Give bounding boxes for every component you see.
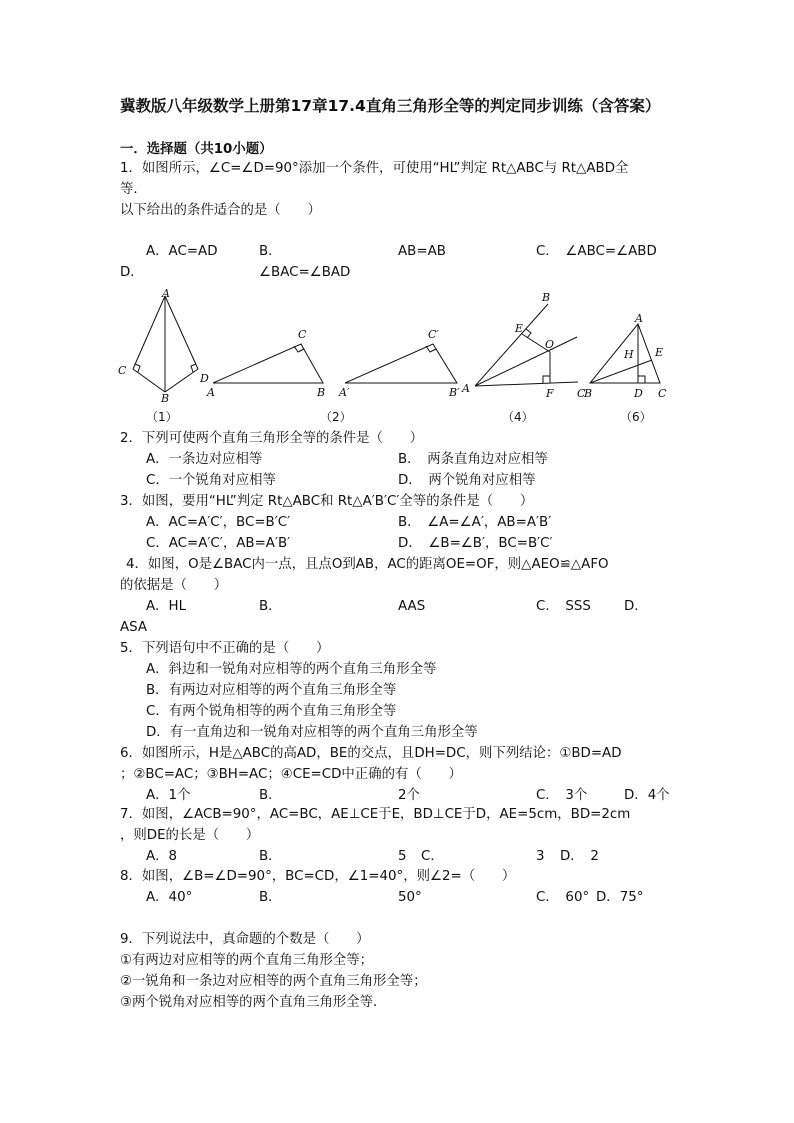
fig2-triangle	[213, 344, 323, 383]
fig4-label-e: E	[515, 322, 524, 335]
fig2-caption: （2）	[320, 410, 352, 424]
document-title: 冀教版八年级数学上册第17章17.4直角三角形全等的判定同步训练（含答案）	[120, 97, 661, 115]
fig4-ray-ab	[475, 304, 548, 386]
q3-option-a: A．AC=A′C′，BC=B′C′	[146, 515, 291, 530]
fig2-label-a: A	[207, 386, 215, 399]
fig4-ray-ac	[475, 382, 578, 386]
fig4-ray-ao	[475, 337, 577, 386]
fig4-right-angle-f	[543, 376, 550, 383]
fig2-label-b: B	[317, 386, 326, 399]
fig3-label-b: B′	[449, 386, 460, 399]
fig4-label-a: A	[462, 382, 470, 395]
fig4-label-f: F	[546, 387, 554, 400]
q5-option-b: B．有两边对应相等的两个直角三角形全等	[146, 683, 397, 698]
fig1-triangle-left	[133, 296, 165, 392]
q2-option-b: B． 两条直角边对应相等	[398, 452, 548, 467]
q7-option-a: A．8	[146, 849, 178, 864]
fig6-label-h: H	[624, 348, 634, 361]
q7-stem-line2: ，则DE的长是（ ）	[120, 828, 260, 843]
q4-option-d-label: D．	[624, 599, 648, 614]
q7-option-c-value: 3	[536, 849, 545, 864]
q1-option-d-label: D．	[120, 265, 144, 280]
fig6-label-d: D	[634, 387, 643, 400]
figures-strip	[110, 286, 690, 432]
q1-option-b-value: AB=AB	[398, 244, 446, 259]
q7-option-c-label: C．	[421, 849, 444, 864]
fig3-label-a: A′	[339, 386, 350, 399]
q6-option-b-value: 2个	[398, 788, 420, 803]
fig6-caption: （6）	[620, 410, 652, 424]
q3-option-c: C．AC=A′C′，AB=A′B′	[146, 536, 291, 551]
q3-option-d: D． ∠B=∠B′，BC=B′C′	[398, 536, 553, 551]
q3-stem: 3．如图，要用“HL”判定 Rt△ABC和 Rt△A′B′C′全等的条件是（ ）	[120, 494, 534, 509]
q1-option-c: C． ∠ABC=∠ABD	[536, 244, 657, 259]
q9-item-3: ③两个锐角对应相等的两个直角三角形全等．	[120, 995, 387, 1010]
q2-option-d: D． 两个锐角对应相等	[398, 473, 536, 488]
q5-option-d: D．有一直角边和一锐角对应相等的两个直角三角形全等	[146, 725, 478, 740]
q7-stem-line1: 7．如图，∠ACB=90°，AC=BC，AE⊥CE于E，BD⊥CE于D，AE=5cm，BD=2cm	[120, 807, 631, 822]
fig1-triangle-right	[165, 296, 198, 392]
fig4-label-b: B	[542, 291, 551, 304]
q9-item-2: ②一锐角和一条边对应相等的两个直角三角形全等；	[120, 974, 427, 989]
q1-option-b-label: B．	[259, 244, 282, 259]
fig4-caption: （4）	[502, 410, 534, 424]
q8-option-c: C． 60°	[536, 890, 590, 905]
q3-option-b: B． ∠A=∠A′，AB=A′B′	[398, 515, 552, 530]
fig6-right-angle-d	[638, 376, 645, 383]
fig6-label-e: E	[655, 346, 664, 359]
q6-option-c: C． 3个	[536, 788, 588, 803]
q5-option-c: C．有两个锐角相等的两个直角三角形全等	[146, 704, 397, 719]
q5-option-a: A．斜边和一锐角对应相等的两个直角三角形全等	[146, 662, 437, 677]
q7-option-b-label: B．	[259, 849, 282, 864]
q1-option-a: A．AC=AD	[146, 244, 218, 259]
q6-option-d: D．4个	[624, 788, 670, 803]
fig6-label-b: B	[584, 387, 593, 400]
q8-option-a: A．40°	[146, 890, 193, 905]
q6-option-b-label: B．	[259, 788, 282, 803]
q2-stem: 2．下列可使两个直角三角形全等的条件是（ ）	[120, 431, 424, 446]
q6-option-a: A．1个	[146, 788, 191, 803]
q8-option-b-label: B．	[259, 890, 282, 905]
q6-stem-line1: 6．如图所示，H是△ABC的高AD，BE的交点，且DH=DC，则下列结论：①BD=AD	[120, 746, 622, 761]
fig2-label-c: C	[298, 328, 307, 341]
fig1-label-c: C	[118, 364, 127, 377]
fig1-label-a: A	[162, 287, 170, 300]
q1-option-d-value: ∠BAC=∠BAD	[259, 265, 351, 280]
q6-stem-line2: ；②BC=AC；③BH=AC；④CE=CD中正确的有（ ）	[120, 767, 462, 782]
q4-option-d-value: ASA	[120, 620, 148, 635]
fig6-label-c: C	[658, 387, 667, 400]
fig1-label-b: B	[161, 392, 170, 405]
q2-option-c: C．一个锐角对应相等	[146, 473, 276, 488]
fig6-label-a: A	[635, 312, 643, 325]
q1-stem-line3: 以下给出的条件适合的是（ ）	[120, 203, 321, 218]
q4-option-c: C． SSS	[536, 599, 591, 614]
fig1-caption: （1）	[146, 410, 178, 424]
q8-stem: 8．如图，∠B=∠D=90°，BC=CD，∠1=40°，则∠2=（ ）	[120, 869, 516, 884]
q9-item-1: ①有两边对应相等的两个直角三角形全等；	[120, 953, 374, 968]
q7-option-b-value: 5	[398, 849, 407, 864]
fig3-triangle	[345, 344, 457, 383]
q4-option-b-label: B．	[259, 599, 282, 614]
q1-stem-line2: 等．	[120, 182, 147, 197]
q8-option-d: D．75°	[596, 890, 644, 905]
q4-option-a: A．HL	[146, 599, 187, 614]
q5-stem: 5．下列语句中不正确的是（ ）	[120, 641, 330, 656]
q4-stem-line1: 4．如图，O是∠BAC内一点，且点O到AB，AC的距离OE=OF，则△AEO≌△AFO	[126, 557, 609, 572]
q4-stem-line2: 的依据是（ ）	[120, 578, 228, 593]
fig4-label-o: O	[545, 338, 555, 351]
q4-option-b-value: AAS	[398, 599, 426, 614]
q8-option-b-value: 50°	[398, 890, 422, 905]
fig3-label-c: C′	[428, 328, 439, 341]
section-heading: 一．选择题（共10小题）	[120, 142, 273, 157]
q7-option-d: D． 2	[560, 849, 599, 864]
q9-stem: 9．下列说法中，真命题的个数是（ ）	[120, 932, 370, 947]
fig1-label-d: D	[200, 372, 209, 385]
q1-stem-line1: 1．如图所示，∠C=∠D=90°添加一个条件，可使用“HL”判定 Rt△ABC与 Rt△ABD全	[120, 161, 629, 176]
q2-option-a: A．一条边对应相等	[146, 452, 263, 467]
fig6-label-c-left: C	[577, 387, 586, 400]
